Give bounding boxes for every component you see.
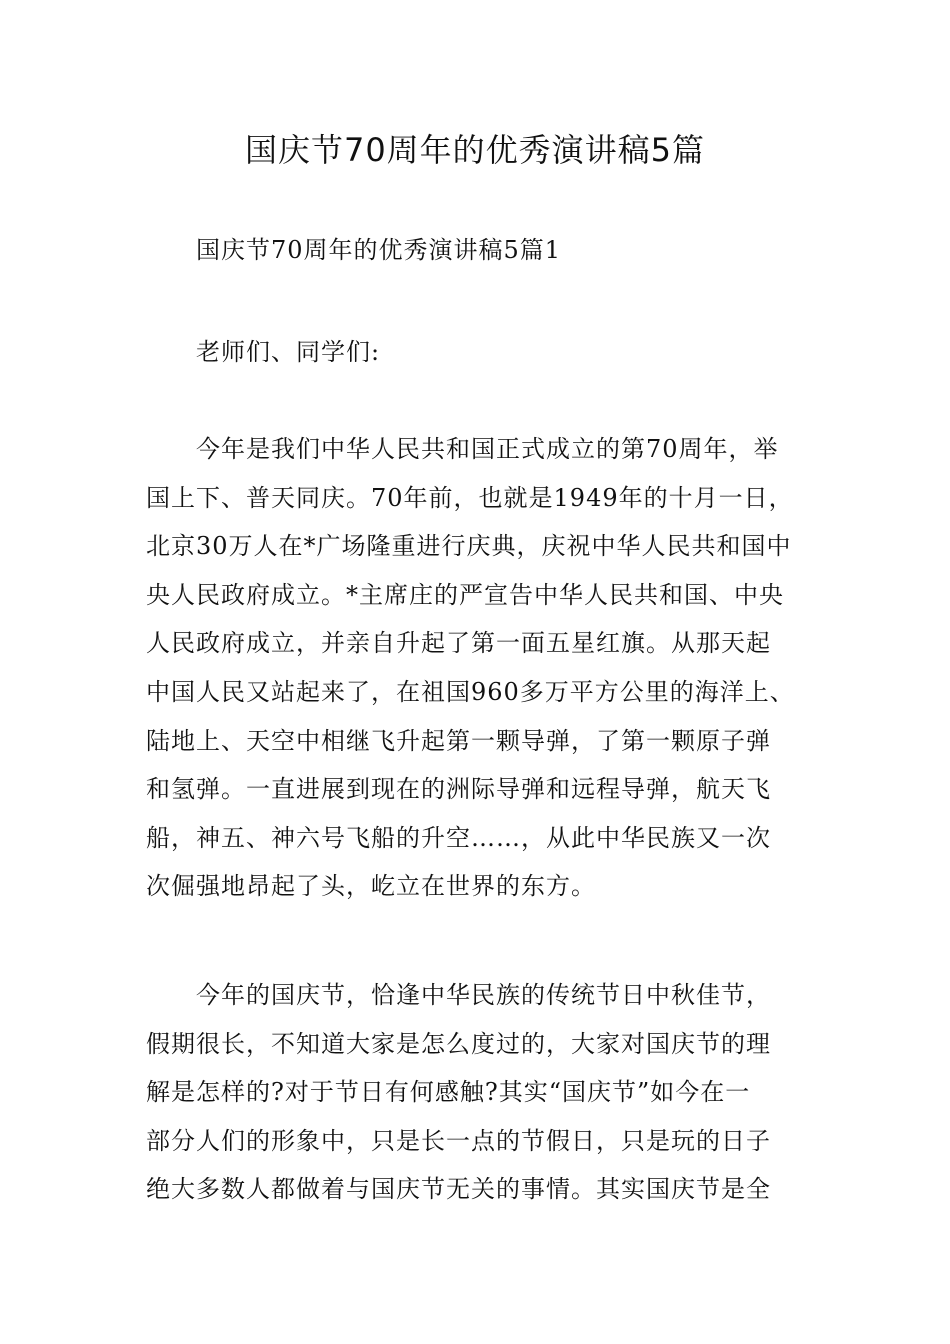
paragraph-line: 今年是我们中华人民共和国正式成立的第70周年，举 [196, 435, 779, 463]
paragraph-line: 解是怎样的?对于节日有何感触?其实“国庆节”如今在一 [146, 1078, 751, 1107]
paragraph-line: 央人民政府成立。*主席庄的严宣告中华人民共和国、中央 [146, 580, 784, 609]
paragraph-1 [146, 425, 806, 911]
paragraph-line: 中国人民又站起来了，在祖国960多万平方公里的海洋上、 [146, 677, 795, 706]
paragraph-line: 假期很长，不知道大家是怎么度过的，大家对国庆节的理 [146, 1029, 771, 1058]
document-title: 国庆节70周年的优秀演讲稿5篇 [244, 131, 706, 169]
paragraph-line: 陆地上、天空中相继飞升起第一颗导弹，了第一颗原子弹 [146, 726, 771, 755]
paragraph-2 [146, 971, 806, 1214]
paragraph-line: 人民政府成立，并亲自升起了第一面五星红旗。从那天起 [146, 629, 771, 658]
paragraph-line: 北京30万人在*广场隆重进行庆典，庆祝中华人民共和国中 [146, 532, 792, 561]
paragraph-line: 次倔强地昂起了头，屹立在世界的东方。 [146, 872, 596, 901]
paragraph-line: 和氢弹。一直进展到现在的洲际导弹和远程导弹，航天飞 [146, 775, 771, 804]
paragraph-line: 部分人们的形象中，只是长一点的节假日，只是玩的日子 [146, 1126, 771, 1155]
paragraph-line: 船，神五、神六号飞船的升空……，从此中华民族又一次 [146, 823, 771, 852]
paragraph-line: 国上下、普天同庆。70年前，也就是1949年的十月一日， [146, 483, 794, 512]
paragraph-line: 绝大多数人都做着与国庆节无关的事情。其实国庆节是全 [146, 1175, 771, 1204]
speech-subtitle: 国庆节70周年的优秀演讲稿5篇1 [196, 236, 562, 264]
paragraph-line: 今年的国庆节，恰逢中华民族的传统节日中秋佳节， [196, 981, 771, 1009]
salutation: 老师们、同学们: [196, 338, 381, 366]
